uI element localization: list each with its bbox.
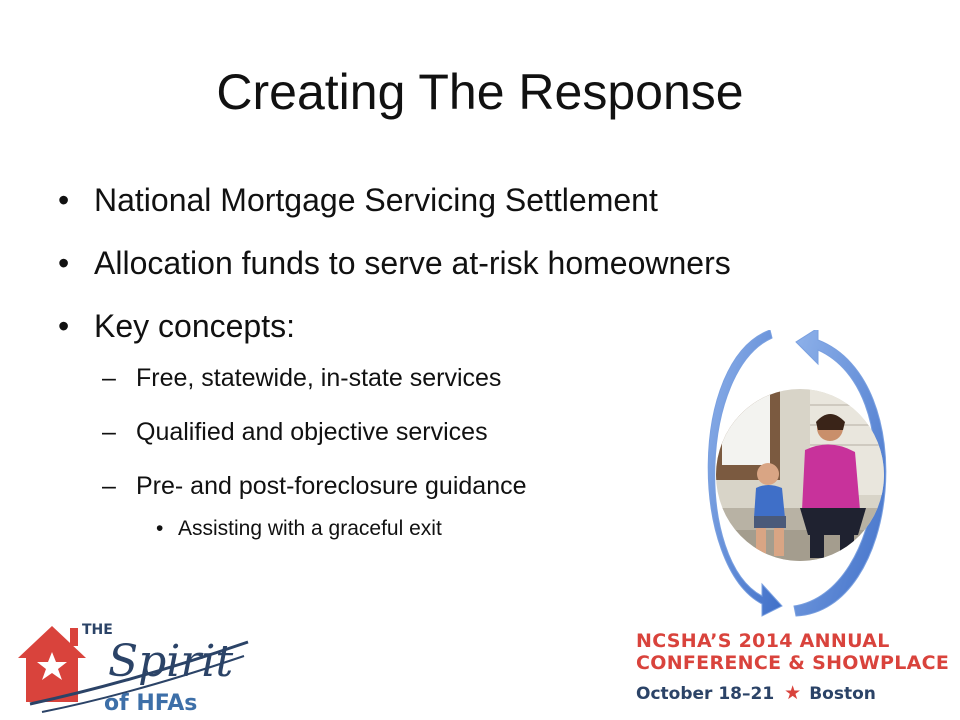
spirit-of-hfas-logo bbox=[12, 612, 252, 716]
conference-dates: October 18–21 bbox=[636, 684, 775, 704]
sub-bullet-item: – Pre- and post-foreclosure guidance bbox=[58, 468, 898, 504]
conference-city: Boston bbox=[809, 684, 876, 704]
conference-logo bbox=[636, 630, 956, 715]
conference-date-row bbox=[636, 682, 956, 705]
sub-sub-bullet-item: • Assisting with a graceful exit bbox=[58, 514, 898, 544]
sub-bullet-item: – Qualified and objective services bbox=[58, 414, 898, 450]
cycle-arrows-photo bbox=[690, 330, 910, 620]
logo-the-text: THE bbox=[82, 622, 113, 638]
sub-bullet-item: – Free, statewide, in-state services bbox=[58, 360, 898, 396]
slide-title: Creating The Response bbox=[216, 64, 744, 120]
bullet-item: • Key concepts: bbox=[58, 304, 898, 348]
bullet-item: • National Mortgage Servicing Settlement bbox=[58, 178, 898, 222]
bullet-item: • Allocation funds to serve at-risk homeowners bbox=[58, 241, 898, 285]
conference-line1: NCSHA’S 2014 ANNUAL bbox=[636, 630, 890, 652]
star-icon: ★ bbox=[784, 682, 802, 704]
conference-line2: CONFERENCE & SHOWPLACE bbox=[636, 652, 950, 674]
logo-spirit-text: Spirit bbox=[108, 636, 234, 687]
logo-of-hfas-text: of HFAs bbox=[104, 691, 198, 716]
